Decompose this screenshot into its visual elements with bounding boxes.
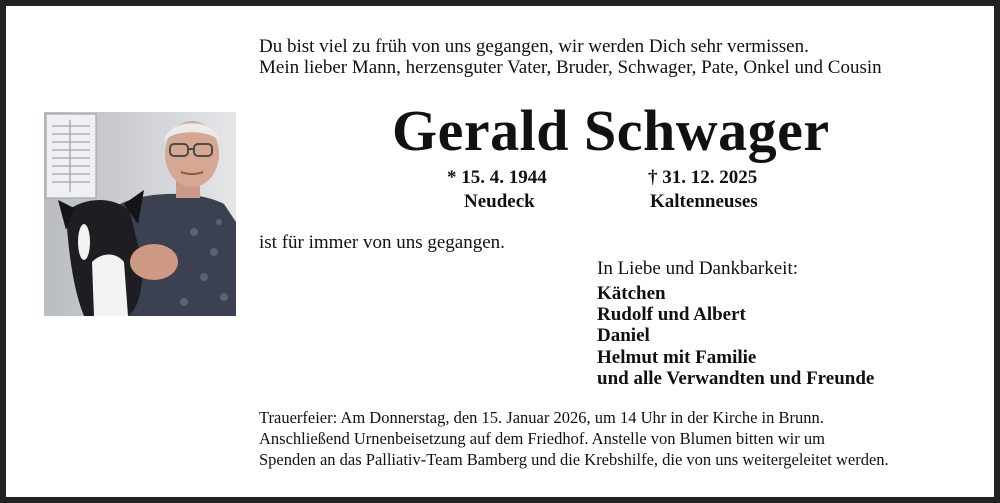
mourner-1: Kätchen (597, 283, 666, 304)
deceased-name: Gerald Schwager (392, 98, 830, 163)
footer-line-3: Spenden an das Palliativ-Team Bamberg und die Krebshilfe, die von uns weitergeleitet werden. (259, 450, 889, 469)
mourner-5: und alle Verwandten und Freunde (597, 368, 875, 389)
birth-date: * 15. 4. 1944 (447, 167, 547, 188)
mourner-3: Daniel (597, 325, 650, 346)
mourner-4: Helmut mit Familie (597, 347, 757, 368)
birth-place: Neudeck (464, 191, 535, 212)
footer-line-1: Trauerfeier: Am Donnerstag, den 15. Januar 2026, um 14 Uhr in der Kirche in Brunn. (259, 408, 824, 427)
intro-line-2: Mein lieber Mann, herzensguter Vater, Bruder, Schwager, Pate, Onkel und Cousin (259, 57, 882, 78)
footer-line-2: Anschließend Urnenbeisetzung auf dem Friedhof. Anstelle von Blumen bitten wir um (259, 429, 825, 448)
portrait-photo (44, 112, 236, 316)
passed-text: ist für immer von uns gegangen. (259, 232, 505, 253)
death-date: † 31. 12. 2025 (648, 167, 758, 188)
death-place: Kaltenneuses (650, 191, 758, 212)
intro-line-1: Du bist viel zu früh von uns gegangen, wir werden Dich sehr vermissen. (259, 36, 809, 57)
mourner-2: Rudolf und Albert (597, 304, 746, 325)
gratitude-text: In Liebe und Dankbarkeit: (597, 258, 799, 279)
